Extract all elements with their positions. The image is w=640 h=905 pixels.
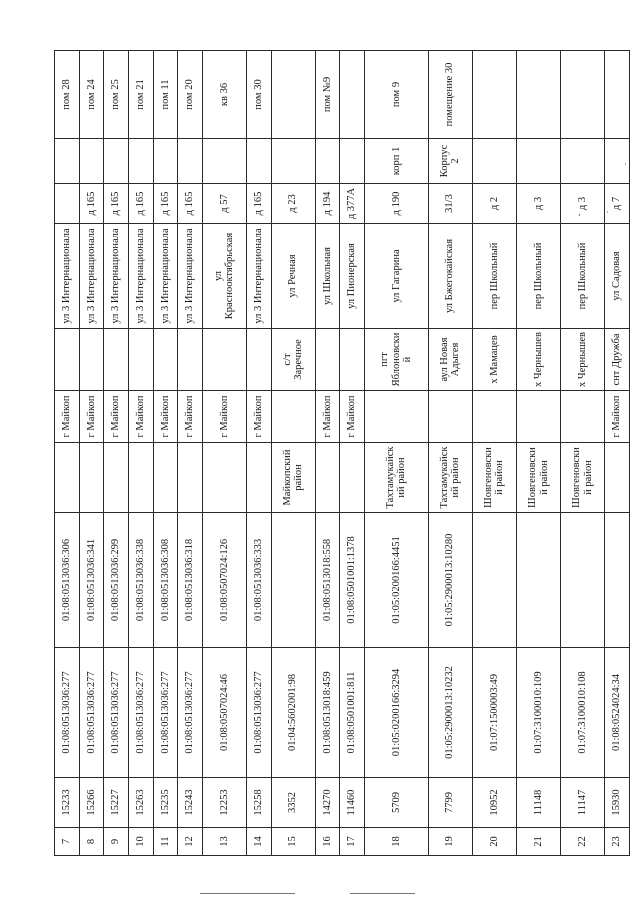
settlement-cell xyxy=(79,329,104,391)
table-row xyxy=(315,51,340,856)
table-row xyxy=(202,51,246,856)
parent-cadastral-number: 01:07:3100010:109 xyxy=(516,648,560,778)
street-cell: ул Краснооктябрьская xyxy=(202,224,246,329)
settlement-cell: х Мамацев xyxy=(472,329,516,391)
premises-cell: пом №9 xyxy=(315,51,340,139)
premises-cell: пом 24 xyxy=(79,51,104,139)
street-cell: пер Школьный xyxy=(561,224,605,329)
cadastral-number: 01:08:0513036:318 xyxy=(178,513,203,648)
building-cell xyxy=(79,139,104,184)
building-cell xyxy=(271,139,315,184)
street-cell: ул 3 Интернационала xyxy=(128,224,153,329)
settlement-cell xyxy=(178,329,203,391)
district-cell: Шовгеновский район xyxy=(472,443,516,513)
row-number: 13 xyxy=(202,828,246,856)
row-number: 12 xyxy=(178,828,203,856)
row-number: 14 xyxy=(246,828,271,856)
house-cell: д 165 xyxy=(104,184,129,224)
city-cell xyxy=(516,391,560,443)
settlement-cell xyxy=(340,329,365,391)
table-row xyxy=(271,51,315,856)
premises-cell: пом 20 xyxy=(178,51,203,139)
building-cell xyxy=(315,139,340,184)
row-number: 17 xyxy=(340,828,365,856)
settlement-cell xyxy=(315,329,340,391)
cadastral-number: 01:08:0513036:341 xyxy=(79,513,104,648)
city-cell: г Майкоп xyxy=(605,391,630,443)
object-id: 11460 xyxy=(340,778,365,828)
city-cell: г Майкоп xyxy=(178,391,203,443)
rotated-sheet xyxy=(54,51,630,856)
city-cell: г Майкоп xyxy=(202,391,246,443)
street-cell: ул Школьная xyxy=(315,224,340,329)
parent-cadastral-number: 01:08:0513036:277 xyxy=(178,648,203,778)
building-cell xyxy=(202,139,246,184)
parent-cadastral-number: 01:07:3100010:108 xyxy=(561,648,605,778)
house-cell xyxy=(55,184,80,224)
building-cell xyxy=(128,139,153,184)
city-cell: г Майкоп xyxy=(153,391,178,443)
premises-cell: пом 11 xyxy=(153,51,178,139)
street-cell: ул Речная xyxy=(271,224,315,329)
premises-cell: кв 36 xyxy=(202,51,246,139)
city-cell xyxy=(561,391,605,443)
street-cell: ул 3 Интернационала xyxy=(104,224,129,329)
table-row xyxy=(428,51,472,856)
parent-cadastral-number: 01:04:5602001:98 xyxy=(271,648,315,778)
building-cell: корп 1 xyxy=(364,139,428,184)
cadastral-number xyxy=(605,513,630,648)
object-id: 11147 xyxy=(561,778,605,828)
street-cell: пер Школьный xyxy=(516,224,560,329)
row-number: 10 xyxy=(128,828,153,856)
house-cell: д 165 xyxy=(79,184,104,224)
district-cell: Тахтамукайский район xyxy=(364,443,428,513)
scan-edge-line xyxy=(200,893,295,894)
table-row xyxy=(246,51,271,856)
registry-body xyxy=(55,51,630,856)
row-number: 9 xyxy=(104,828,129,856)
table-row xyxy=(79,51,104,856)
city-cell: г Майкоп xyxy=(128,391,153,443)
cadastral-number: 01:08:0507024:126 xyxy=(202,513,246,648)
district-cell: Шовгеновский район xyxy=(561,443,605,513)
city-cell xyxy=(472,391,516,443)
city-cell xyxy=(428,391,472,443)
parent-cadastral-number: 01:08:0513036:277 xyxy=(246,648,271,778)
settlement-cell xyxy=(128,329,153,391)
object-id: 5709 xyxy=(364,778,428,828)
house-cell: д 165 xyxy=(246,184,271,224)
house-cell: д 190 xyxy=(364,184,428,224)
district-cell xyxy=(340,443,365,513)
city-cell xyxy=(364,391,428,443)
building-cell xyxy=(153,139,178,184)
parent-cadastral-number: 01:08:0524024:34 xyxy=(605,648,630,778)
object-id: 11148 xyxy=(516,778,560,828)
table-row xyxy=(364,51,428,856)
cadastral-number: 01:08:0513036:308 xyxy=(153,513,178,648)
settlement-cell: аул Новая Адыгея xyxy=(428,329,472,391)
house-cell: д 23 xyxy=(271,184,315,224)
scan-speck: · xyxy=(606,208,609,218)
settlement-cell xyxy=(55,329,80,391)
row-number: 16 xyxy=(315,828,340,856)
table-row xyxy=(340,51,365,856)
house-cell: д 7 xyxy=(605,184,630,224)
premises-cell xyxy=(605,51,630,139)
premises-cell: пом 28 xyxy=(55,51,80,139)
district-cell: Тахтамукайский район xyxy=(428,443,472,513)
house-cell: д 377А xyxy=(340,184,365,224)
cadastral-number: 01:08:0513036:333 xyxy=(246,513,271,648)
scan-edge-line xyxy=(350,893,415,894)
object-id: 10952 xyxy=(472,778,516,828)
house-cell: д 165 xyxy=(153,184,178,224)
table-row xyxy=(472,51,516,856)
object-id: 7799 xyxy=(428,778,472,828)
district-cell: Майкопский район xyxy=(271,443,315,513)
settlement-cell xyxy=(153,329,178,391)
row-number: 21 xyxy=(516,828,560,856)
settlement-cell: пгт Яблоновский xyxy=(364,329,428,391)
city-cell xyxy=(271,391,315,443)
settlement-cell: х Чернышев xyxy=(516,329,560,391)
cadastral-number: 01:08:0513018:558 xyxy=(315,513,340,648)
street-cell: ул 3 Интернационала xyxy=(153,224,178,329)
parent-cadastral-number: 01:08:0513036:277 xyxy=(79,648,104,778)
table-row xyxy=(55,51,80,856)
parent-cadastral-number: 01:08:0513018:459 xyxy=(315,648,340,778)
premises-cell: пом 9 xyxy=(364,51,428,139)
object-id: 15263 xyxy=(128,778,153,828)
district-cell xyxy=(79,443,104,513)
building-cell xyxy=(104,139,129,184)
building-cell: Корпус 2 xyxy=(428,139,472,184)
premises-cell xyxy=(340,51,365,139)
city-cell: г Майкоп xyxy=(55,391,80,443)
object-id: 14270 xyxy=(315,778,340,828)
building-cell xyxy=(561,139,605,184)
city-cell: г Майкоп xyxy=(104,391,129,443)
premises-cell xyxy=(271,51,315,139)
table-row xyxy=(516,51,560,856)
cadastral-number xyxy=(472,513,516,648)
table-row xyxy=(178,51,203,856)
settlement-cell: с/т Заречное xyxy=(271,329,315,391)
object-id: 15243 xyxy=(178,778,203,828)
object-id: 15266 xyxy=(79,778,104,828)
settlement-cell xyxy=(202,329,246,391)
cadastral-number: 01:08:0513036:306 xyxy=(55,513,80,648)
street-cell: ул Садовая xyxy=(605,224,630,329)
street-cell: ул Гагарина xyxy=(364,224,428,329)
registry-table xyxy=(54,50,630,856)
parent-cadastral-number: 01:05:0200166:3294 xyxy=(364,648,428,778)
table-row xyxy=(561,51,605,856)
table-row xyxy=(153,51,178,856)
cadastral-number xyxy=(516,513,560,648)
house-cell: д 57 xyxy=(202,184,246,224)
street-cell: ул Пионерская xyxy=(340,224,365,329)
district-cell xyxy=(153,443,178,513)
premises-cell: помещение 30 xyxy=(428,51,472,139)
parent-cadastral-number: 01:08:0513036:277 xyxy=(104,648,129,778)
premises-cell xyxy=(516,51,560,139)
premises-cell: пом 30 xyxy=(246,51,271,139)
cadastral-number: 01:08:0513036:299 xyxy=(104,513,129,648)
house-cell: д 3 xyxy=(561,184,605,224)
parent-cadastral-number: 01:05:2900013:10232 xyxy=(428,648,472,778)
building-cell xyxy=(55,139,80,184)
row-number: 22 xyxy=(561,828,605,856)
district-cell xyxy=(104,443,129,513)
district-cell xyxy=(605,443,630,513)
object-id: 12253 xyxy=(202,778,246,828)
row-number: 7 xyxy=(55,828,80,856)
house-cell: д 3 xyxy=(516,184,560,224)
scan-speck: , xyxy=(578,208,581,218)
street-cell: ул 3 Интернационала xyxy=(178,224,203,329)
street-cell: пер Школьный xyxy=(472,224,516,329)
settlement-cell: снт Дружба xyxy=(605,329,630,391)
parent-cadastral-number: 01:08:0513036:277 xyxy=(128,648,153,778)
table-row xyxy=(104,51,129,856)
parent-cadastral-number: 01:08:0507024:46 xyxy=(202,648,246,778)
house-cell: 31/3 xyxy=(428,184,472,224)
cadastral-number xyxy=(271,513,315,648)
cadastral-number: 01:08:0501001:1378 xyxy=(340,513,365,648)
object-id: 15227 xyxy=(104,778,129,828)
building-cell xyxy=(178,139,203,184)
row-number: 18 xyxy=(364,828,428,856)
district-cell xyxy=(128,443,153,513)
premises-cell xyxy=(561,51,605,139)
building-cell xyxy=(340,139,365,184)
cadastral-number xyxy=(561,513,605,648)
cadastral-number: 01:05:2900013:10280 xyxy=(428,513,472,648)
city-cell: г Майкоп xyxy=(315,391,340,443)
building-cell xyxy=(246,139,271,184)
building-cell xyxy=(516,139,560,184)
parent-cadastral-number: 01:08:0501001:811 xyxy=(340,648,365,778)
row-number: 8 xyxy=(79,828,104,856)
object-id: 15258 xyxy=(246,778,271,828)
table-row xyxy=(128,51,153,856)
district-cell xyxy=(55,443,80,513)
cadastral-number: 01:08:0513036:338 xyxy=(128,513,153,648)
premises-cell: пом 25 xyxy=(104,51,129,139)
street-cell: ул Бжегокайская xyxy=(428,224,472,329)
house-cell: д 194 xyxy=(315,184,340,224)
house-cell: д 2 xyxy=(472,184,516,224)
row-number: 23 xyxy=(605,828,630,856)
city-cell: г Майкоп xyxy=(340,391,365,443)
street-cell: ул 3 Интернационала xyxy=(55,224,80,329)
row-number: 19 xyxy=(428,828,472,856)
row-number: 15 xyxy=(271,828,315,856)
city-cell: г Майкоп xyxy=(246,391,271,443)
row-number: 20 xyxy=(472,828,516,856)
parent-cadastral-number: 01:07:1500003:49 xyxy=(472,648,516,778)
object-id: 3352 xyxy=(271,778,315,828)
street-cell: ул 3 Интернационала xyxy=(79,224,104,329)
cadastral-number: 01:05:0200166:4451 xyxy=(364,513,428,648)
premises-cell: пом 21 xyxy=(128,51,153,139)
premises-cell xyxy=(472,51,516,139)
street-cell: ул 3 Интернационала xyxy=(246,224,271,329)
building-cell xyxy=(472,139,516,184)
scan-speck: · xyxy=(624,160,627,170)
district-cell: Шовгеновский район xyxy=(516,443,560,513)
house-cell: д 165 xyxy=(128,184,153,224)
table-row xyxy=(605,51,630,856)
city-cell: г Майкоп xyxy=(79,391,104,443)
house-cell: д 165 xyxy=(178,184,203,224)
district-cell xyxy=(246,443,271,513)
settlement-cell xyxy=(104,329,129,391)
district-cell xyxy=(178,443,203,513)
row-number: 11 xyxy=(153,828,178,856)
object-id: 15930 xyxy=(605,778,630,828)
parent-cadastral-number: 01:08:0513036:277 xyxy=(55,648,80,778)
object-id: 15235 xyxy=(153,778,178,828)
settlement-cell: х Чернышев xyxy=(561,329,605,391)
object-id: 15233 xyxy=(55,778,80,828)
district-cell xyxy=(202,443,246,513)
district-cell xyxy=(315,443,340,513)
parent-cadastral-number: 01:08:0513036:277 xyxy=(153,648,178,778)
settlement-cell xyxy=(246,329,271,391)
